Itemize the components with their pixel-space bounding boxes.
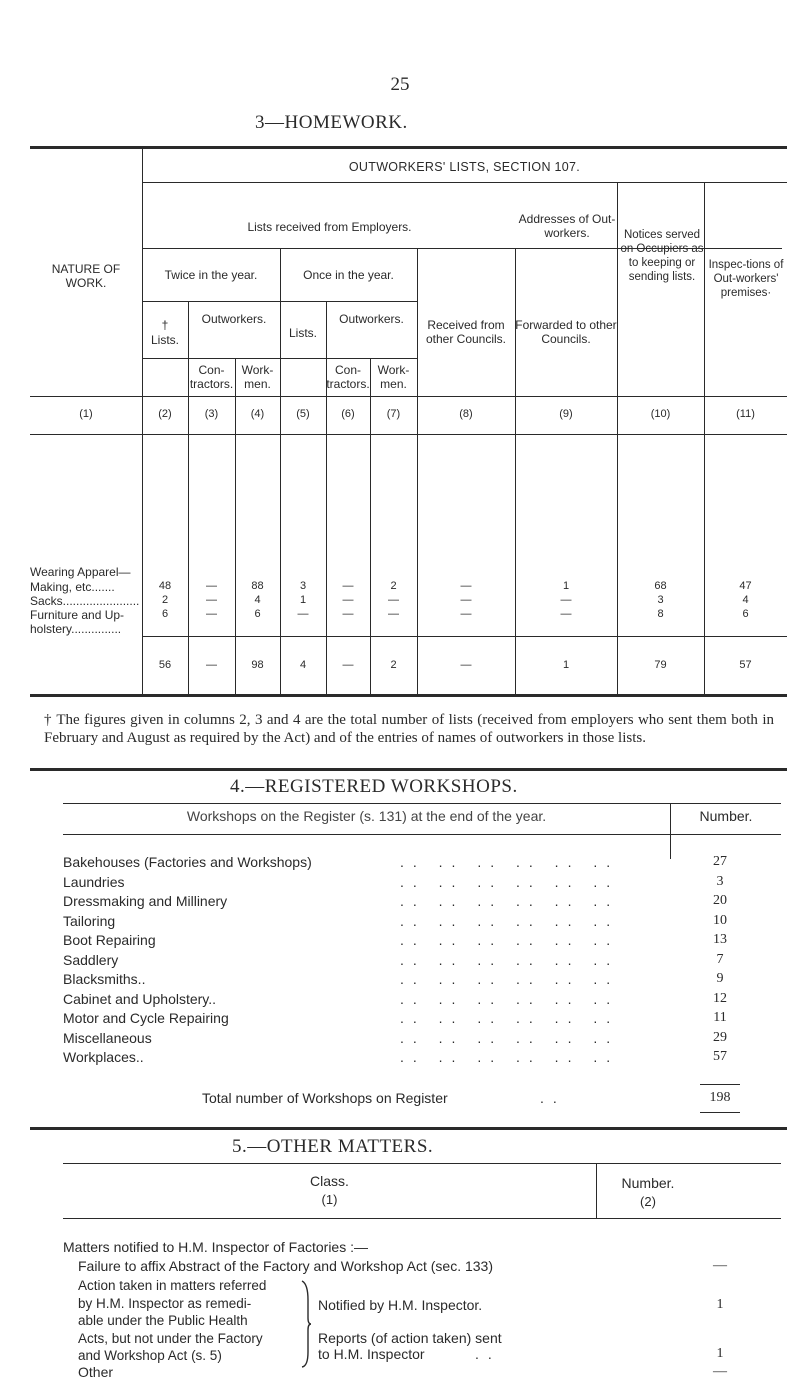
- workshops-bottom-rule: [30, 1127, 787, 1130]
- table-cell: 2: [161, 594, 169, 606]
- total-cell: 1: [562, 659, 570, 671]
- total-cell: 4: [299, 659, 307, 671]
- twice-contractors-header: Con-tractors.: [189, 363, 234, 391]
- workshop-label: Cabinet and Upholstery..: [63, 990, 217, 1007]
- table-cell: 2: [390, 580, 397, 592]
- workshop-value: 3: [716, 873, 724, 889]
- leader-dots: .. .. .. .. .. ..: [400, 990, 620, 1007]
- table-cell: 48: [158, 580, 172, 592]
- once-lists-header: Lists.: [288, 326, 317, 340]
- colnum-7: (7): [386, 408, 401, 420]
- table-cell: —: [342, 594, 354, 606]
- table-cell: 6: [742, 608, 749, 620]
- lists-received-header: Lists received from Employers.: [247, 220, 412, 234]
- class-colnum: (1): [321, 1192, 338, 1207]
- workshops-title: 4.—REGISTERED WORKSHOPS.: [230, 776, 518, 797]
- table-cell: 3: [657, 594, 664, 606]
- action-line-1: Action taken in matters referred: [78, 1278, 267, 1293]
- once-in-year-header: Once in the year.: [303, 268, 394, 282]
- leader-dots: .. .. .. .. .. ..: [400, 951, 620, 968]
- workshop-label: Bakehouses (Factories and Workshops): [63, 854, 312, 870]
- workshop-label: Miscellaneous: [63, 1029, 152, 1046]
- total-cell: —: [342, 659, 354, 671]
- once-contractors-header: Con-tractors.: [326, 363, 370, 391]
- table-cell: —: [342, 580, 354, 592]
- homework-footnote: † The figures given in columns 2, 3 and 4 are the total number of lists (received from employers who sent them both in February and August as required by the Act) and of the entries of names of outworkers in those lists.: [44, 712, 774, 746]
- workshop-label: Motor and Cycle Repairing: [63, 1010, 229, 1026]
- table-cell: 4: [254, 594, 261, 606]
- action-taken-block: [78, 1277, 266, 1365]
- table-cell: —: [560, 594, 572, 606]
- bracket-brace: [300, 1280, 312, 1368]
- table-cell: —: [388, 608, 399, 620]
- table-cell: —: [460, 608, 472, 620]
- table-cell: —: [206, 580, 217, 592]
- notified-by-inspector: Notified by H.M. Inspector.: [318, 1297, 483, 1313]
- other-matters-title: 5.—OTHER MATTERS.: [232, 1136, 434, 1157]
- colnum-6: (6): [341, 408, 355, 420]
- workshop-value: 10: [713, 912, 727, 928]
- leader-dots: .. .. .. .. .. ..: [400, 912, 620, 929]
- total-cell: 2: [390, 659, 397, 671]
- leader-dots: .. .. .. .. .. ..: [400, 873, 620, 890]
- matters-notified: Matters notified to H.M. Inspector of Factories :—: [63, 1239, 368, 1255]
- table-bottom-rule: [30, 694, 787, 697]
- outworkers-lists-header: OUTWORKERS' LISTS, SECTION 107.: [348, 160, 581, 174]
- reports-line-2: to H.M. Inspector: [318, 1346, 425, 1362]
- workshop-value: 9: [716, 971, 724, 986]
- workshop-value: 11: [713, 1010, 727, 1025]
- addresses-header: Addresses of Out-workers.: [518, 212, 616, 240]
- table-cell: 3: [299, 580, 307, 592]
- twice-lists-header: Lists.: [150, 333, 179, 347]
- action-line-2: by H.M. Inspector as remedi-: [78, 1295, 252, 1311]
- page-number: 25: [390, 74, 410, 95]
- forwarded-to-header: Forwarded to other Councils.: [515, 318, 617, 346]
- row-label-wearing-2: Making, etc.......: [30, 580, 115, 594]
- table-cell: —: [206, 594, 217, 606]
- table-cell: 88: [251, 580, 264, 592]
- table-cell: —: [460, 594, 472, 606]
- workshop-value: 13: [713, 932, 727, 947]
- colnum-8: (8): [459, 408, 473, 420]
- total-cell: 98: [251, 659, 264, 671]
- table-cell: 47: [739, 580, 752, 592]
- leader-dots: .. .. .. .. .. ..: [400, 1010, 620, 1026]
- twice-in-year-header: Twice in the year.: [164, 268, 258, 282]
- workshop-label: Saddlery: [63, 951, 119, 968]
- reports-value: 1: [716, 1346, 724, 1361]
- workshops-total-dots: ..: [540, 1090, 566, 1106]
- workshops-total-label: Total number of Workshops on Register: [202, 1090, 448, 1106]
- table-cell: —: [342, 608, 354, 620]
- workshop-label: Tailoring: [63, 912, 116, 929]
- colnum-2: (2): [158, 408, 172, 420]
- table-cell: 8: [657, 608, 664, 620]
- leader-dots: .. .. .. .. .. ..: [400, 854, 620, 870]
- total-cell: 56: [158, 659, 172, 671]
- workshop-label: Laundries: [63, 873, 125, 890]
- colnum-11: (11): [736, 408, 755, 420]
- table-cell: 4: [742, 594, 749, 606]
- colnum-5: (5): [296, 408, 310, 420]
- row-label-sacks: Sacks.......................: [30, 594, 140, 608]
- workshop-value: 20: [713, 893, 727, 908]
- table-cell: 1: [299, 594, 307, 606]
- homework-title: 3—HOMEWORK.: [255, 112, 408, 133]
- notices-header: Notices served on Occupiers as to keeping or sending lists.: [620, 229, 704, 283]
- table-cell: —: [206, 608, 217, 620]
- table-cell: 6: [161, 608, 169, 620]
- table-cell: —: [297, 608, 309, 620]
- workshop-label: Boot Repairing: [63, 932, 156, 948]
- table-cell: —: [460, 580, 472, 592]
- class-header: Class.: [310, 1173, 349, 1189]
- colnum-4: (4): [250, 408, 265, 420]
- action-line-3: able under the Public Health: [78, 1313, 248, 1328]
- received-from-header: Received from other Councils.: [425, 318, 507, 346]
- row-label-furniture-1: Furniture and Up-: [30, 608, 125, 622]
- row-label-furniture-2: holstery...............: [30, 622, 122, 636]
- twice-dagger: †: [161, 318, 169, 332]
- action-line-4: Acts, but not under the Factory: [78, 1330, 263, 1346]
- colnum-9: (9): [559, 408, 573, 420]
- other-label: Other: [78, 1364, 114, 1380]
- reports-line-1: Reports (of action taken) sent: [318, 1330, 502, 1346]
- other-value: —: [713, 1364, 727, 1379]
- leader-dots: .. .. .. .. .. ..: [400, 971, 620, 987]
- once-workmen-header: Work-men.: [377, 363, 410, 391]
- table-top-rule: [30, 146, 787, 149]
- colnum-3: (3): [204, 408, 219, 420]
- colnum-1: (1): [79, 408, 93, 420]
- failure-to-affix-value: —: [713, 1258, 727, 1273]
- leader-dots: .. .. .. .. .. ..: [400, 893, 620, 909]
- inspections-header: Inspec-tions of Out-workers' premises·: [708, 259, 784, 299]
- twice-outworkers-header: Outworkers.: [201, 312, 267, 326]
- workshop-value: 7: [716, 951, 724, 967]
- table-cell: —: [388, 594, 399, 606]
- leader-dots: .. .. .. .. .. ..: [400, 932, 620, 948]
- workshop-label: Workplaces..: [63, 1049, 144, 1065]
- leader-dots: .. .. .. .. .. ..: [400, 1049, 620, 1065]
- total-cell: 79: [654, 659, 667, 671]
- number-header: Number.: [621, 1175, 675, 1191]
- colnum-10: (10): [650, 408, 671, 420]
- action-line-5: and Workshop Act (s. 5): [78, 1348, 222, 1363]
- workshop-value: 12: [713, 990, 727, 1006]
- workshop-value: 27: [713, 854, 727, 869]
- table-cell: 1: [562, 580, 570, 592]
- row-label-wearing-1: Wearing Apparel—: [30, 565, 131, 579]
- number-colnum: (2): [640, 1194, 656, 1209]
- workshops-header: Workshops on the Register (s. 131) at the end of the year.: [186, 808, 547, 824]
- reports-dots: ..: [475, 1346, 501, 1362]
- workshop-value: 29: [713, 1029, 727, 1045]
- workshops-number-header: Number.: [699, 808, 753, 824]
- workshop-value: 57: [713, 1049, 727, 1064]
- total-cell: —: [206, 659, 217, 671]
- notified-value: 1: [716, 1297, 724, 1312]
- table-cell: 68: [654, 580, 667, 592]
- total-cell: 57: [739, 659, 752, 671]
- nature-of-work-header: NATURE OF WORK.: [51, 262, 121, 290]
- once-outworkers-header: Outworkers.: [339, 312, 404, 326]
- twice-workmen-header: Work-men.: [241, 363, 274, 391]
- workshop-label: Blacksmiths..: [63, 971, 146, 987]
- workshop-label: Dressmaking and Millinery: [63, 893, 228, 909]
- leader-dots: .. .. .. .. .. ..: [400, 1029, 620, 1046]
- total-cell: —: [460, 659, 472, 671]
- table-cell: 6: [254, 608, 261, 620]
- failure-to-affix: Failure to affix Abstract of the Factory and Workshop Act (sec. 133): [78, 1258, 494, 1274]
- table-cell: —: [560, 608, 572, 620]
- workshops-total-value: 198: [709, 1090, 731, 1105]
- workshops-top-rule: [30, 768, 787, 771]
